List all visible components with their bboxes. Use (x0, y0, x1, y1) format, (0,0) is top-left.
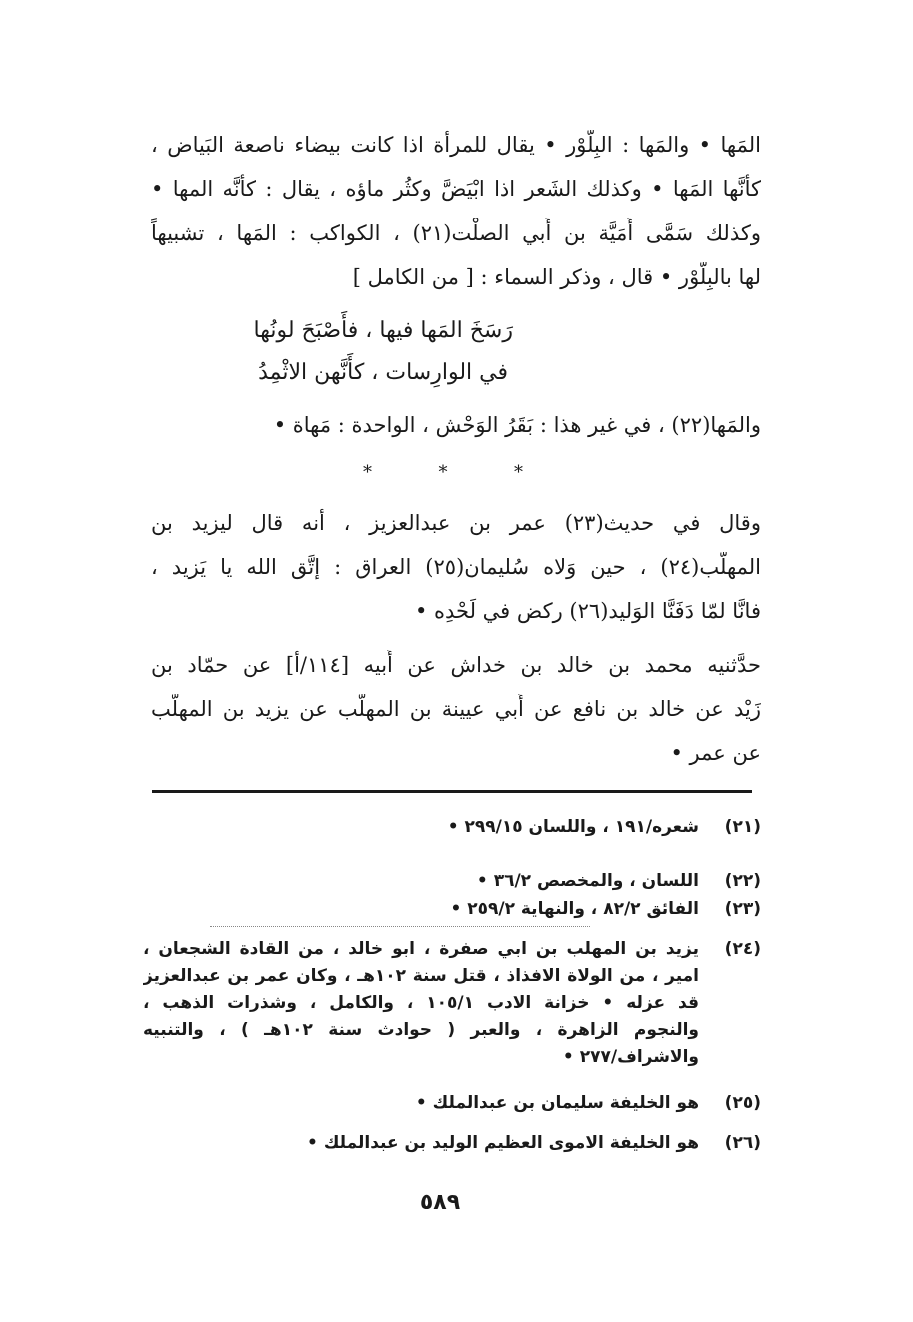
footnote-text: والنجوم الزاهرة ، والعبر ( حوادث سنة ١٠٢هـ ) ، والتنبيه (143, 1020, 699, 1040)
footnote-21 (141, 814, 761, 841)
footnote-number: (٢٢) (724, 871, 761, 891)
para2-line-1: وقال في حديث(٢٣) عمر بن عبدالعزيز ، أنه قال ليزيد بن (151, 511, 761, 535)
footnote-text: اللسان ، والمخصص ٣٦/٢ • (476, 871, 699, 891)
verse-line-1: رَسَخَ المَها فيها ، فأَصْبَحَ لونُها (253, 318, 513, 343)
footnote-text: هو الخليفة الاموى العظيم الوليد بن عبدالملك • (307, 1133, 699, 1153)
para2-line-2: المهلَّب(٢٤) ، حين وَلاه سُليمان(٢٥) العراق : إتَّق الله يا يَزيد ، (151, 555, 761, 579)
footnote-number: (٢٤) (724, 939, 761, 959)
page-number: ٥٨٩ (419, 1190, 461, 1215)
body-line-1: المَها • والمَها : البِلَّوْر • يقال للمرأة اذا كانت بيضاء ناصعة البَياض ، (151, 133, 761, 157)
star-icon: * (363, 462, 372, 483)
body-line-4: لها بالبِلَّوْر • قال ، وذكر السماء : [ من الكامل ] (352, 265, 761, 289)
footnote-text: والاشراف/٢٧٧ • (562, 1047, 699, 1067)
footnote-text: شعره/١٩١ ، واللسان ٢٩٩/١٥ • (447, 817, 699, 837)
para3-line-2: زَيْد عن خالد بن نافع عن أَبي عيينة بن المهلَّب عن يزيد بن المهلَّب (151, 697, 761, 721)
footnote-24 (141, 936, 761, 1076)
verse-line-2: في الوارِسات ، كأَنَّهن الاثْمِدُ (258, 360, 508, 385)
footnote-separator-rule (152, 790, 752, 793)
footnote-text: امير ، من الولاة الافذاذ ، قتل سنة ١٠٢هـ ، وكان عمر بن عبدالعزيز (143, 966, 699, 986)
footnote-23 (141, 896, 761, 923)
body-line-after-verse: والمَها(٢٢) ، في غير هذا : بَقَرُ الوَحْش ، الواحدة : مَهاة • (273, 413, 761, 437)
para3-line-1: حدَّثنيه محمد بن خالد بن خداش عن أَبيه [١١٤/أ] عن حمّاد بن (151, 653, 761, 677)
star-icon: * (514, 462, 523, 483)
body-line-2: كأنَّها المَها • وكذلك الشَعر اذا ابْيَضَّ وكثُر ماؤه ، يقال : كأنَّه المها • (151, 177, 761, 201)
footnote-number: (٢٣) (724, 899, 761, 919)
footnote-text: يزيد بن المهلب بن ابي صفرة ، ابو خالد ، من القادة الشجعان ، (143, 939, 699, 959)
footnote-text: هو الخليفة سليمان بن عبدالملك • (415, 1093, 699, 1113)
footnote-text: الفائق ٨٢/٢ ، والنهاية ٢٥٩/٢ • (450, 899, 699, 919)
footnote-number: (٢١) (724, 817, 761, 837)
para2-line-3: فانَّا لمّا دَفَنَّا الوَليد(٢٦) ركض في لَحْدِه • (414, 599, 761, 623)
footnote-number: (٢٦) (724, 1133, 761, 1153)
section-separator (363, 462, 523, 483)
footnote-26 (141, 1130, 761, 1157)
star-icon: * (438, 462, 448, 483)
footnote-22 (141, 868, 761, 895)
body-line-3: وكذلك سَمَّى أُمَيَّة بن أَبي الصلْت(٢١) ، الكواكب : المَها ، تشبيهاً (151, 221, 761, 245)
footnote-text: قد عزله • خزانة الادب ١٠٥/١ ، والكامل ، وشذرات الذهب ، (143, 993, 699, 1013)
footnote-25 (141, 1090, 761, 1117)
footnote-number: (٢٥) (724, 1093, 761, 1113)
dotted-divider (210, 926, 590, 927)
para3-line-3: عن عمر • (670, 741, 761, 765)
